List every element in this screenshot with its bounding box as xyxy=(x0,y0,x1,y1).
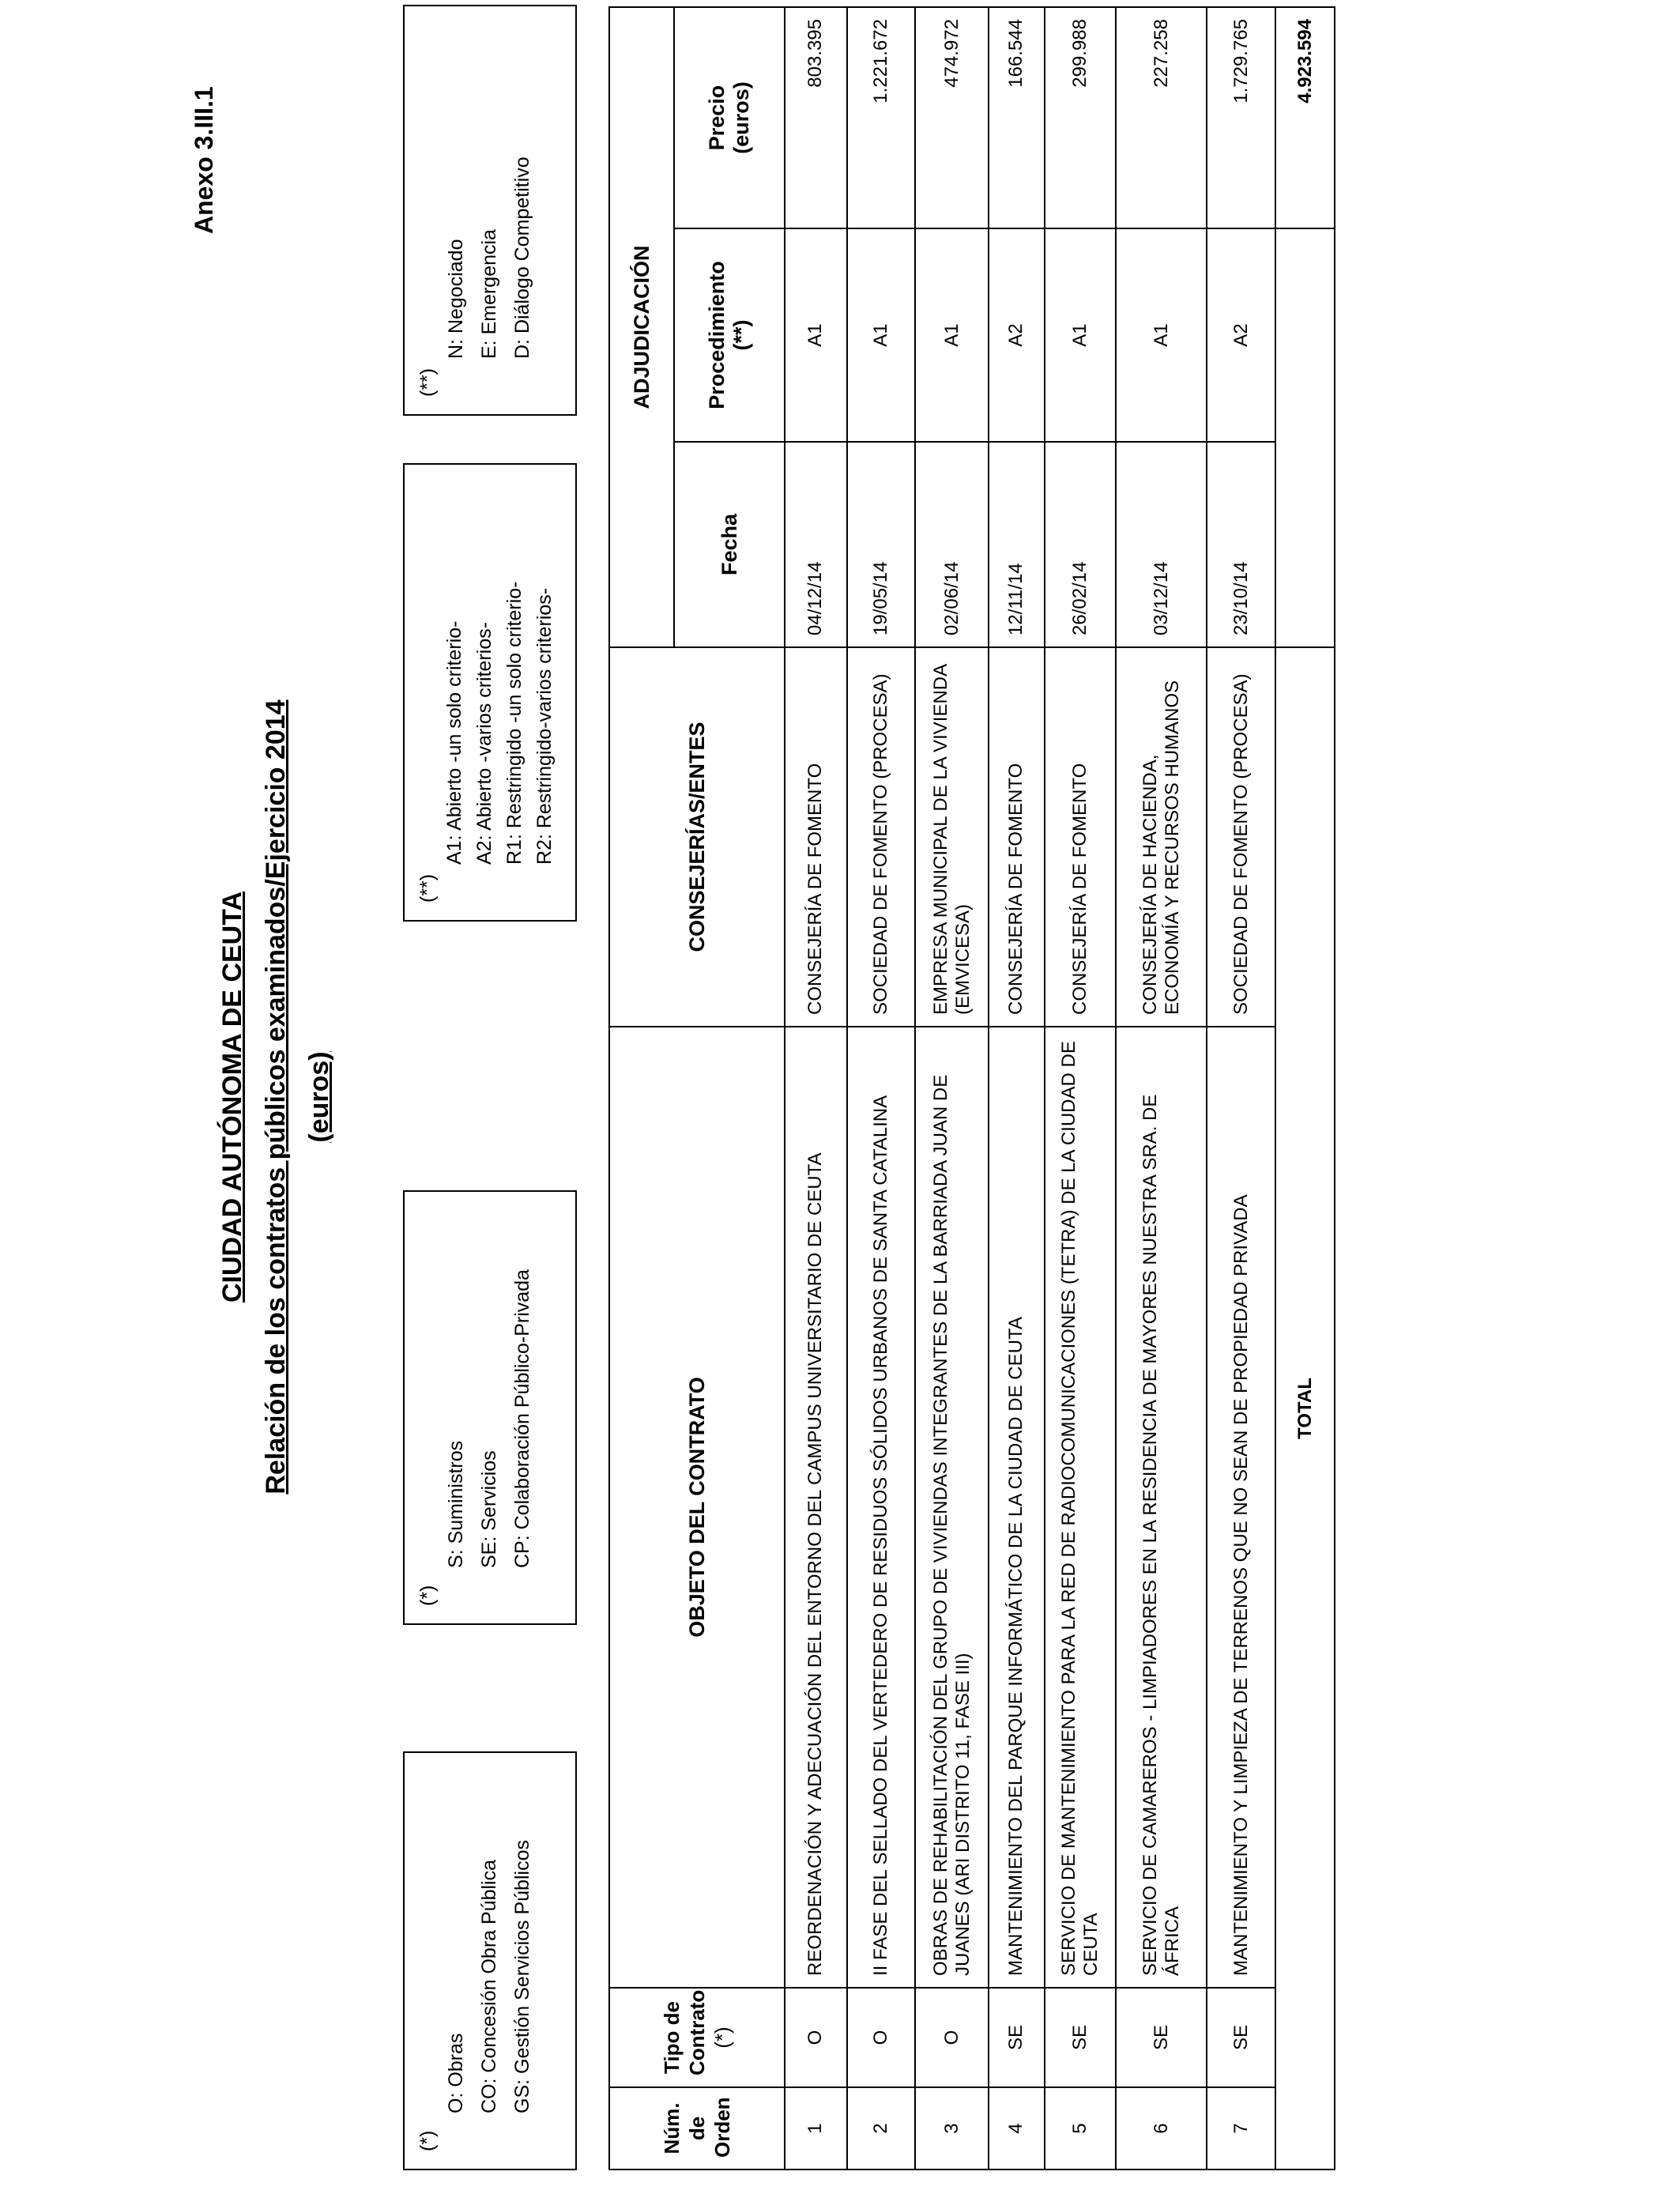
row-tipo: O xyxy=(785,1988,847,2087)
header-precio-line: (euros) xyxy=(729,81,753,154)
total-row xyxy=(1275,7,1335,2169)
legend-procedures-1 xyxy=(403,463,577,922)
row-fecha: 12/11/14 xyxy=(989,442,1045,647)
row-precio: 1.729.765 xyxy=(1207,7,1275,228)
header-adjudicacion: ADJUDICACIÓN xyxy=(609,7,674,647)
legend-line: D: Diálogo Competitivo xyxy=(511,156,533,359)
header-precio xyxy=(674,7,785,228)
row-num: 3 xyxy=(915,2087,989,2169)
header-tipo-line: Contrato xyxy=(685,1989,709,2075)
row-num: 2 xyxy=(847,2087,916,2169)
header-fecha: Fecha xyxy=(674,442,785,647)
row-fecha: 03/12/14 xyxy=(1116,442,1207,647)
row-procedimiento: A1 xyxy=(847,228,916,442)
legend-contract-types-1 xyxy=(403,1751,577,2170)
header-procedimiento xyxy=(674,228,785,442)
row-procedimiento: A2 xyxy=(989,228,1045,442)
row-ente: EMPRESA MUNICIPAL DE LA VIVIENDA (EMVICESA) xyxy=(915,647,989,1027)
row-objeto: MANTENIMIENTO Y LIMPIEZA DE TERRENOS QUE NO SEAN DE PROPIEDAD PRIVADA xyxy=(1207,1027,1275,1988)
legend-line: O: Obras xyxy=(445,2033,467,2113)
row-procedimiento: A1 xyxy=(785,228,847,442)
header-objeto: OBJETO DEL CONTRATO xyxy=(609,1027,785,1988)
row-precio: 299.988 xyxy=(1045,7,1117,228)
row-ente: CONSEJERÍA DE HACIENDA, ECONOMÍA Y RECURSOS HUMANOS xyxy=(1116,647,1207,1027)
row-objeto: SERVICIO DE CAMAREROS - LIMPIADORES EN LA RESIDENCIA DE MAYORES NUESTRA SRA. DE ÁFRICA xyxy=(1116,1027,1207,1988)
row-precio: 227.258 xyxy=(1116,7,1207,228)
legend-procedures-2 xyxy=(403,5,577,416)
legend-line: SE: Servicios xyxy=(478,1450,500,1568)
legend-line: R2: Restringido-varios criterios- xyxy=(533,587,556,865)
header-precio-line: Precio xyxy=(705,85,729,151)
header-num xyxy=(609,2087,785,2169)
row-procedimiento: A1 xyxy=(1116,228,1207,442)
page-subtitle: Relación de los contratos públicos examinados/Ejercicio 2014 xyxy=(261,699,291,1495)
row-precio: 166.544 xyxy=(989,7,1045,228)
row-fecha: 23/10/14 xyxy=(1207,442,1275,647)
row-num: 6 xyxy=(1116,2087,1207,2169)
row-tipo: SE xyxy=(1116,1988,1207,2087)
row-precio: 803.395 xyxy=(785,7,847,228)
table-row xyxy=(847,7,916,2169)
header-tipo xyxy=(609,1988,785,2087)
row-objeto: II FASE DEL SELLADO DEL VERTEDERO DE RESIDUOS SÓLIDOS URBANOS DE SANTA CATALINA xyxy=(847,1027,916,1988)
legend-line: A1: Abierto -un solo criterio- xyxy=(443,620,465,865)
page-title: CIUDAD AUTÓNOMA DE CEUTA xyxy=(217,891,247,1303)
table-row xyxy=(989,7,1045,2169)
row-tipo: O xyxy=(915,1988,989,2087)
row-tipo: SE xyxy=(1045,1988,1117,2087)
legend-line: N: Negociado xyxy=(445,239,467,359)
legend-marker: (**) xyxy=(416,368,439,397)
table-row xyxy=(1116,7,1207,2169)
total-spacer xyxy=(1275,228,1335,647)
table-row xyxy=(1045,7,1117,2169)
row-precio: 474.972 xyxy=(915,7,989,228)
row-tipo: SE xyxy=(1207,1988,1275,2087)
legend-contract-types-2 xyxy=(403,1190,577,1625)
row-objeto: OBRAS DE REHABILITACIÓN DEL GRUPO DE VIVIENDAS INTEGRANTES DE LA BARRIADA JUAN DE JUANES (ARI DISTRITO 11, FASE III) xyxy=(915,1027,989,1988)
legend-line: CO: Concesión Obra Pública xyxy=(478,1860,500,2113)
legend-marker: (**) xyxy=(416,873,439,903)
table-row xyxy=(1207,7,1275,2169)
row-fecha: 19/05/14 xyxy=(847,442,916,647)
header-proc-line: (**) xyxy=(729,319,753,351)
row-ente: SOCIEDAD DE FOMENTO (PROCESA) xyxy=(847,647,916,1027)
row-fecha: 02/06/14 xyxy=(915,442,989,647)
row-ente: CONSEJERÍA DE FOMENTO xyxy=(785,647,847,1027)
row-num: 4 xyxy=(989,2087,1045,2169)
legend-line: R1: Restringido -un solo criterio- xyxy=(503,581,525,865)
row-fecha: 04/12/14 xyxy=(785,442,847,647)
row-tipo: SE xyxy=(989,1988,1045,2087)
row-procedimiento: A1 xyxy=(1045,228,1117,442)
row-objeto: SERVICIO DE MANTENIMIENTO PARA LA RED DE RADIOCOMUNICACIONES (TETRA) DE LA CIUDAD DE CEUTA xyxy=(1045,1027,1117,1988)
legend-line: A2: Abierto -varios criterios- xyxy=(473,621,495,865)
row-num: 1 xyxy=(785,2087,847,2169)
table-row xyxy=(785,7,847,2169)
total-value: 4.923.594 xyxy=(1275,7,1335,228)
legend-line: GS: Gestión Servicios Públicos xyxy=(511,1840,533,2113)
header-tipo-line: Tipo de xyxy=(660,2001,684,2074)
legend-line: CP: Colaboración Público-Privada xyxy=(511,1269,533,1568)
total-label: TOTAL xyxy=(1275,647,1335,2169)
legend-marker: (*) xyxy=(416,2130,439,2151)
header-num-line: Orden xyxy=(710,2097,734,2158)
contracts-table xyxy=(608,6,1335,2170)
row-tipo: O xyxy=(847,1988,916,2087)
row-precio: 1.221.672 xyxy=(847,7,916,228)
header-num-line: Núm. xyxy=(660,2102,684,2154)
header-tipo-line: (*) xyxy=(710,2026,734,2049)
legend-line: S: Suministros xyxy=(445,1440,467,1568)
table-row xyxy=(915,7,989,2169)
row-procedimiento: A2 xyxy=(1207,228,1275,442)
row-procedimiento: A1 xyxy=(915,228,989,442)
header-proc-line: Procedimiento xyxy=(705,261,729,409)
table-body xyxy=(785,7,1275,2169)
row-ente: CONSEJERÍA DE FOMENTO xyxy=(1045,647,1117,1027)
row-ente: CONSEJERÍA DE FOMENTO xyxy=(989,647,1045,1027)
row-ente: SOCIEDAD DE FOMENTO (PROCESA) xyxy=(1207,647,1275,1027)
row-fecha: 26/02/14 xyxy=(1045,442,1117,647)
legend-line: E: Emergencia xyxy=(478,229,500,359)
header-num-line: de xyxy=(685,2116,709,2141)
row-num: 5 xyxy=(1045,2087,1117,2169)
header-consejerias: CONSEJERÍAS/ENTES xyxy=(609,647,785,1027)
row-objeto: REORDENACIÓN Y ADECUACIÓN DEL ENTORNO DEL CAMPUS UNIVERSITARIO DE CEUTA xyxy=(785,1027,847,1988)
row-num: 7 xyxy=(1207,2087,1275,2169)
legend-marker: (*) xyxy=(416,1585,439,1606)
row-objeto: MANTENIMIENTO DEL PARQUE INFORMÁTICO DE LA CIUDAD DE CEUTA xyxy=(989,1027,1045,1988)
page-units: (euros) xyxy=(304,1051,334,1143)
annex-label: Anexo 3.III.1 xyxy=(190,86,218,234)
